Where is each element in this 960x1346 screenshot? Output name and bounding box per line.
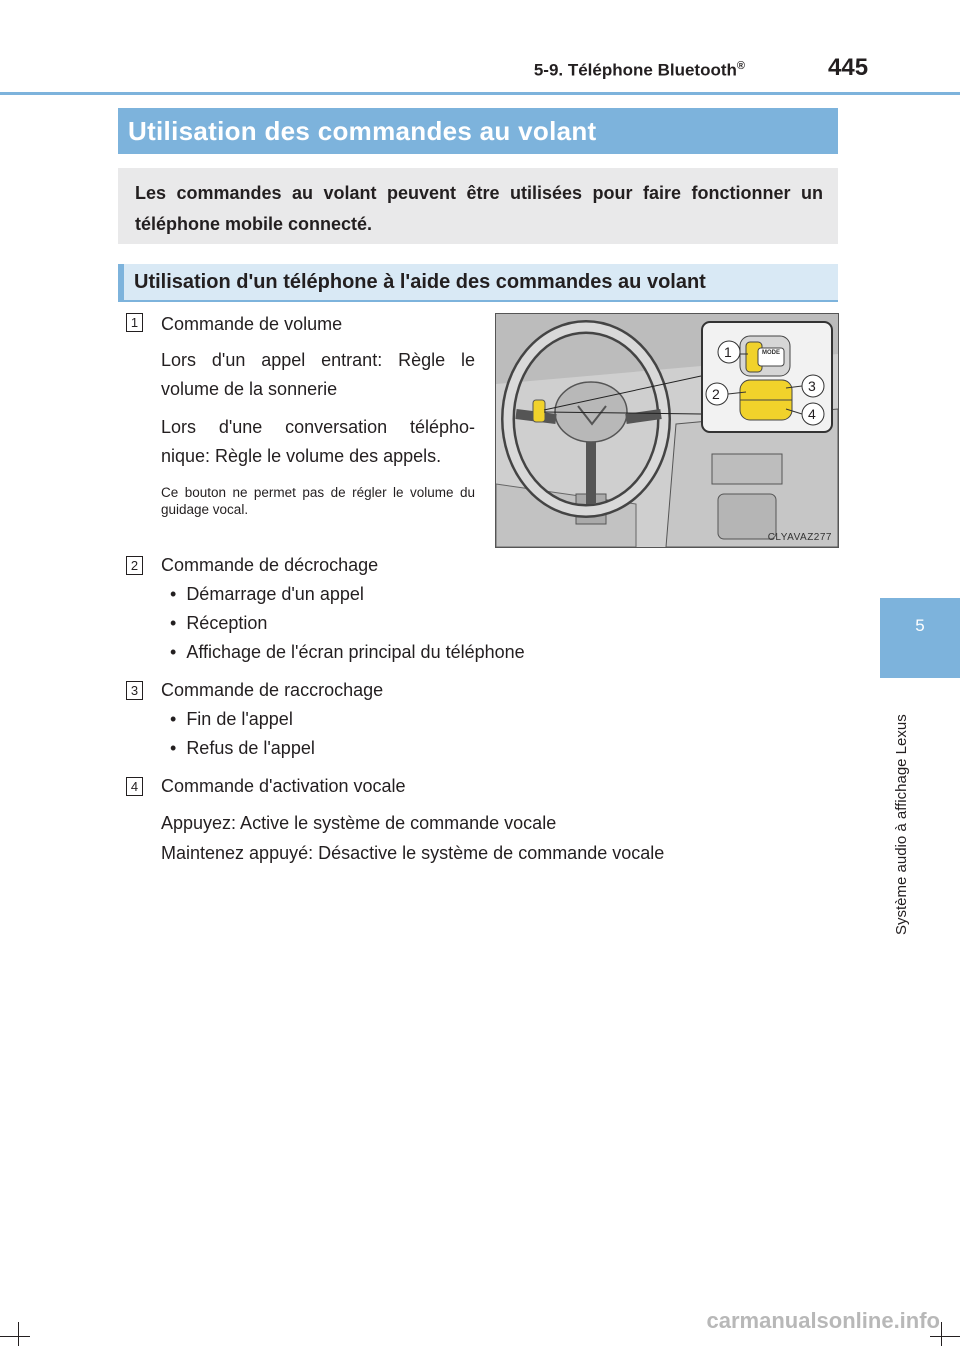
item-line: Lors d'une conversation télépho-	[161, 417, 475, 437]
item-line: nique: Règle le volume des appels.	[161, 446, 442, 466]
crop-mark	[930, 1336, 960, 1337]
header-rule	[0, 92, 960, 95]
item-number-badge: 3	[126, 681, 143, 700]
bullet-item: • Réception	[170, 613, 268, 633]
steering-wheel-illustration	[496, 314, 838, 547]
intro-text: Les commandes au volant peuvent être utilisées pour faire fonctionner un téléphone mobile connecté.	[135, 183, 823, 234]
crop-mark	[18, 1322, 19, 1346]
bullet-item: • Fin de l'appel	[170, 709, 293, 729]
figure-callout: 1	[724, 344, 732, 360]
chapter-tab-label: Système audio à affichage Lexus	[893, 714, 910, 935]
item-line: Appuyez: Active le système de commande vocale	[161, 813, 557, 833]
header-section-title: 5-9. Téléphone Bluetooth®	[533, 60, 745, 80]
page-number: 445	[828, 54, 869, 81]
mode-button-label: MODE	[762, 350, 780, 356]
section-title: Utilisation des commandes au volant	[128, 116, 597, 146]
item-number-badge: 1	[126, 313, 143, 332]
watermark: carmanualsonline.info	[706, 1308, 940, 1333]
bullet-item: • Refus de l'appel	[170, 738, 315, 758]
figure-code: CLYAVAZ277	[767, 532, 832, 543]
subheading-marker	[118, 264, 124, 302]
figure-callout: 2	[712, 386, 720, 402]
item-line: Lors d'un appel entrant: Règle le	[161, 350, 475, 370]
item-title: Commande de volume	[161, 314, 343, 334]
bullet-item: • Démarrage d'un appel	[170, 584, 364, 604]
crop-mark	[0, 1336, 30, 1337]
figure-callout: 4	[808, 406, 816, 422]
bullet-item: • Affichage de l'écran principal du téléphone	[170, 642, 525, 662]
chapter-tab-number: 5	[915, 616, 925, 635]
item-note: Ce bouton ne permet pas de régler le volume du guidage vocal.	[161, 485, 475, 517]
item-number-badge: 2	[126, 556, 143, 575]
item-line: Maintenez appuyé: Désactive le système de commande vocale	[161, 843, 665, 863]
item-title: Commande de raccrochage	[161, 680, 384, 700]
crop-mark	[941, 1322, 942, 1346]
item-line: volume de la sonnerie	[161, 379, 338, 399]
item-title: Commande d'activation vocale	[161, 776, 406, 796]
chapter-tab	[880, 598, 960, 678]
figure-callout: 3	[808, 378, 816, 394]
subheading: Utilisation d'un téléphone à l'aide des commandes au volant	[134, 271, 706, 293]
steering-wheel-figure	[495, 313, 839, 548]
item-number-badge: 4	[126, 777, 143, 796]
registered-mark: ®	[736, 60, 745, 72]
item-title: Commande de décrochage	[161, 555, 379, 575]
